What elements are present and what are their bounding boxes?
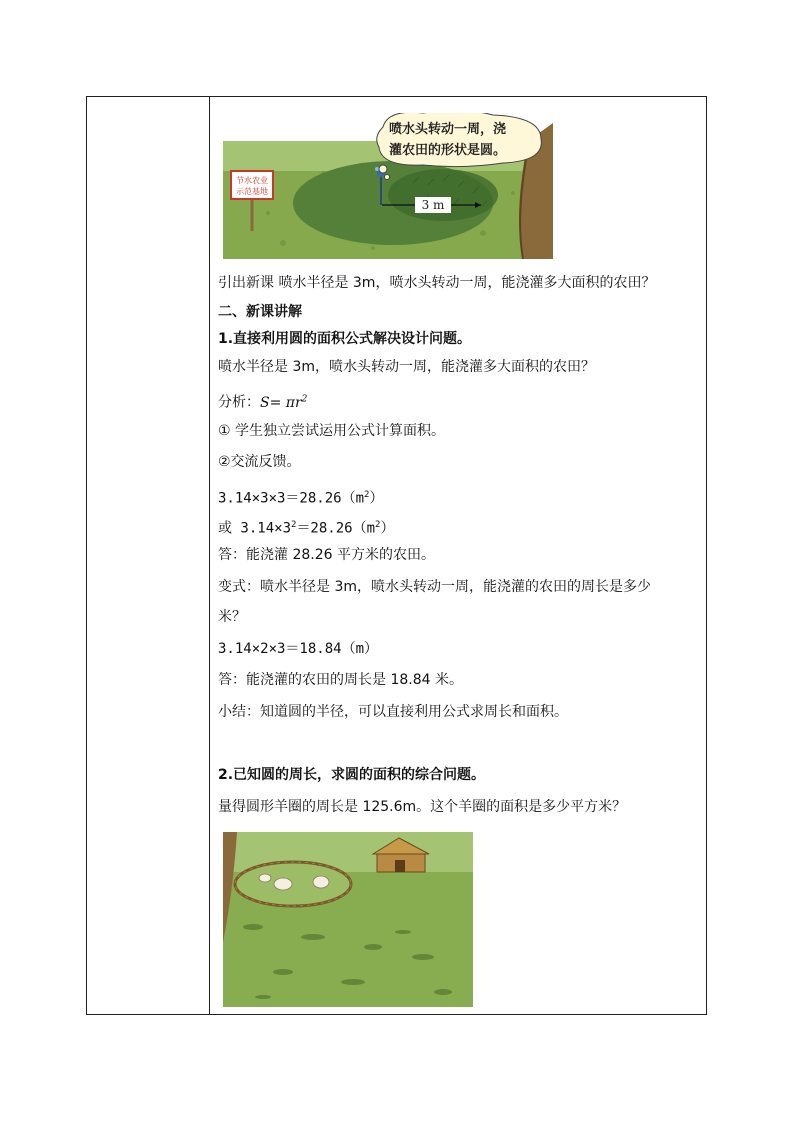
calc1-tail: ） [369, 490, 384, 507]
column-divider [209, 97, 210, 1014]
calc1-exponent: 2 [364, 490, 370, 500]
sign-text-line2: 示范基地 [236, 187, 268, 196]
lesson-table [86, 96, 707, 1015]
calc1-main: 3.14×3×3＝28.26（m [218, 490, 365, 507]
summary: 小结：知道圆的半径，可以直接利用公式求周长和面积。 [218, 704, 568, 720]
calc2-exponent2: 2 [375, 520, 381, 530]
step1: ① 学生独立尝试运用公式计算面积。 [218, 423, 446, 439]
question1: 喷水半径是 3m，喷水头转动一周，能浇灌多大面积的农田？ [218, 359, 595, 375]
bubble-text-line2: 灌农田的形状是圆。 [389, 143, 507, 158]
variant-line1: 变式：喷水半径是 3m，喷水头转动一周，能浇灌的农田的周长是多少 [218, 579, 651, 595]
pen-fence-icon [235, 862, 351, 906]
analysis-formula-base: S= πr [260, 394, 302, 411]
calc1 [218, 485, 383, 509]
step2: ②交流反馈。 [218, 454, 301, 470]
analysis-formula-exponent: 2 [301, 394, 308, 404]
point1-title: 1.直接利用圆的面积公式解决设计问题。 [218, 331, 472, 347]
radius-label: 3 m [421, 198, 445, 212]
answer2: 答：能浇灌的农田的周长是 18.84 米。 [218, 672, 463, 688]
bubble-text-line1: 喷水头转动一周，浇 [389, 122, 507, 137]
sprinkler-field-svg [223, 113, 553, 259]
calc2-tail: ） [380, 520, 395, 537]
analysis-prefix: 分析： [218, 394, 260, 411]
sprinkler-field-illustration [223, 113, 553, 259]
analysis-line [218, 389, 307, 413]
calc2 [218, 515, 394, 539]
question2: 量得圆形羊圈的周长是 125.6m。这个羊圈的面积是多少平方米？ [218, 799, 627, 815]
answer1: 答：能浇灌 28.26 平方米的农田。 [218, 547, 435, 563]
calc3: 3.14×2×3＝18.84（m） [218, 641, 379, 657]
calc2-exponent: 2 [291, 520, 297, 530]
calc2-main: 或 3.14×3 [218, 520, 292, 537]
intro-line: 引出新课 喷水半径是 3m，喷水头转动一周，能浇灌多大面积的农田？ [218, 275, 656, 291]
point2-title: 2.已知圆的周长，求圆的面积的综合问题。 [218, 767, 486, 783]
content-cell [218, 97, 698, 1014]
variant-line2: 米？ [218, 609, 246, 625]
sheep-pen-svg [223, 832, 473, 1007]
section-heading: 二、新课讲解 [218, 304, 302, 320]
calc2-mid: ＝28.26（m [296, 520, 376, 537]
analysis-formula [260, 395, 307, 411]
sign-text-line1: 节水农业 [236, 176, 268, 185]
sheep-pen-illustration [223, 832, 473, 1007]
